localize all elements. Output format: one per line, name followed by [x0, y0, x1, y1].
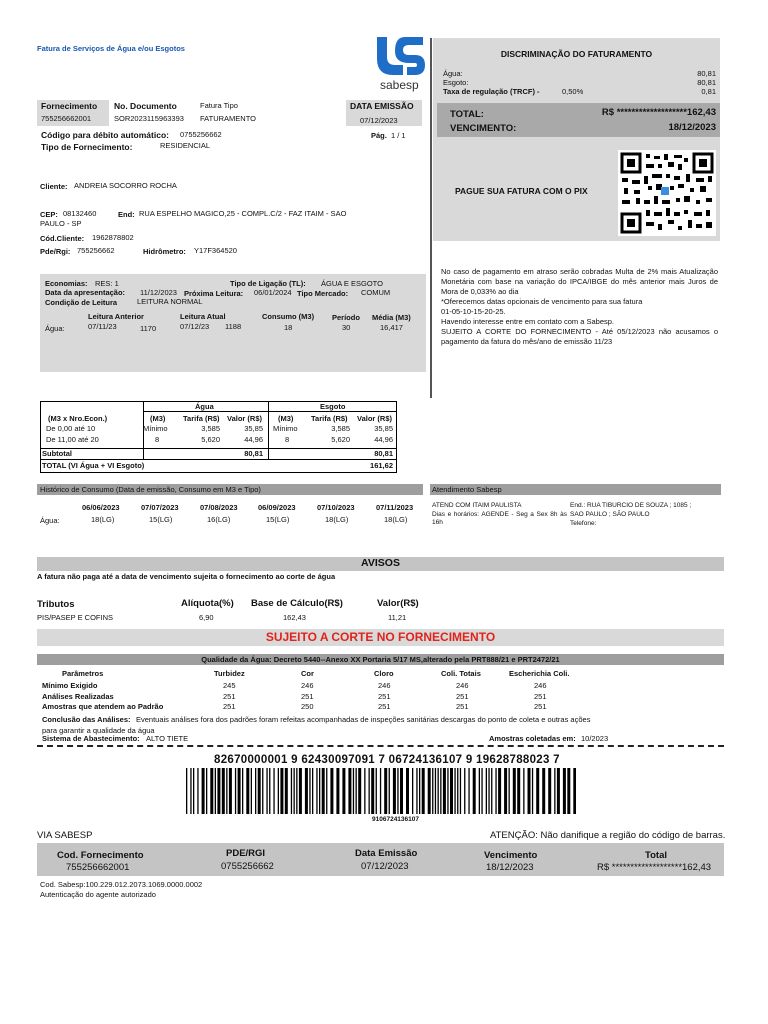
- cod-cliente-value: 1962878802: [92, 233, 134, 242]
- tariff-header-tarifa-agua: Tarifa (R$): [183, 414, 220, 423]
- barcode-icon: [186, 768, 576, 814]
- quality-row-2-label: Análises Realizadas: [42, 692, 114, 701]
- tariff-header-valor-esgoto: Valor (R$): [357, 414, 393, 423]
- quality-row-3-turbidez: 251: [223, 702, 236, 711]
- history-date-1: 06/06/2023: [82, 503, 120, 512]
- tariff-row-2-tarifa-agua: 5,620: [201, 435, 220, 444]
- atendimento-end-1: End.: RUA TIBURCIO DE SOUZA ; 1085 ;: [570, 502, 692, 509]
- tariff-row-1-m3-esgoto: Mínimo: [273, 424, 298, 433]
- pde-value: 755256662: [77, 246, 115, 255]
- tributos-header-valor: Valor(R$): [377, 598, 419, 609]
- atendimento-end-2: SAO PAULO ; SÃO PAULO: [570, 511, 650, 518]
- data-apresentacao-value: 11/12/2023: [140, 288, 177, 297]
- conclusao-text-2: para garantir a qualidade da água: [42, 726, 155, 735]
- documento-value: SOR2023115963393: [114, 114, 184, 123]
- quality-header-coli-totais: Coli. Totais: [441, 669, 481, 678]
- notice-line-2: *Oferecemos datas opcionais de vencimento para sua fatura: [441, 297, 643, 306]
- barcode-digits: 82670000001 9 62430097091 7 06724136107 9 19628788023 7: [214, 754, 560, 766]
- history-value-4: 15(LG): [266, 515, 290, 524]
- history-date-3: 07/08/2023: [200, 503, 238, 512]
- tributos-row-label: PIS/PASEP E COFINS: [37, 613, 113, 622]
- avisos-title: AVISOS: [361, 557, 400, 569]
- tariff-total-value: 161,62: [370, 461, 393, 470]
- tariff-total-label: TOTAL (VI Água + VI Esgoto): [42, 461, 145, 470]
- notice-text: [441, 267, 718, 347]
- tariff-header-range: (M3 x Nro.Econ.): [48, 414, 108, 423]
- conclusao-text: Eventuais análises fora dos padrões foram refeitas acompanhadas de inspeções sanitárias descargas do ponto de coleta e outras ações: [136, 715, 591, 724]
- billing-total-value: R$ *******************162,43: [601, 107, 716, 118]
- history-value-1: 18(LG): [91, 515, 115, 524]
- brand-name: sabesp: [380, 78, 419, 92]
- reading-consumo-value: 18: [284, 323, 293, 332]
- hidrometro-value: Y17F364520: [194, 246, 237, 255]
- tipo-mercado-label: Tipo Mercado:: [297, 289, 349, 298]
- quality-row-3-cor: 250: [301, 702, 314, 711]
- vertical-divider: [430, 38, 432, 398]
- atendimento-title: Atendimento Sabesp: [432, 485, 502, 494]
- footer-value-pde: 0755256662: [221, 861, 274, 872]
- tributos-row-base: 162,43: [283, 613, 306, 622]
- billing-vencimento-value: 18/12/2023: [668, 122, 716, 133]
- history-value-2: 15(LG): [149, 515, 173, 524]
- notice-line-1: No caso de pagamento em atraso serão cobradas Multa de 2% mais Atualização Monetária com base na variação do IPCA/IBGE do mês anterior mais Juros de Mora de 0,033% ao dia: [441, 267, 718, 296]
- tributos-row-aliquota: 6,90: [199, 613, 214, 622]
- footer-label-pde: PDE/RGI: [226, 848, 266, 859]
- atendimento-line-1: ATEND COM ITAIM PAULISTA: [432, 502, 522, 509]
- billing-agua-value: 80,81: [697, 69, 716, 78]
- notice-line-5: SUJEITO A CORTE DO FORNECIMENTO - Até 05/12/2023 não acusamos o pagamento da fatura do mês/ano de emissão 11/23: [441, 327, 718, 346]
- sistema-label: Sistema de Abastecimento:: [42, 734, 140, 743]
- reading-curr-date: 07/12/23: [180, 322, 210, 331]
- quality-row-1-cor: 246: [301, 681, 314, 690]
- data-emissao-label: DATA EMISSÃO: [350, 101, 414, 111]
- tipo-ligacao-value: ÁGUA E ESGOTO: [321, 279, 383, 288]
- tariff-subtotal-line: [40, 448, 397, 449]
- tariff-row-1-m3-agua: Mínimo: [143, 424, 168, 433]
- quality-row-1-turbidez: 245: [223, 681, 236, 690]
- quality-row-2-turbidez: 251: [223, 692, 236, 701]
- history-value-3: 16(LG): [207, 515, 231, 524]
- condicao-value: LEITURA NORMAL: [137, 297, 203, 306]
- reading-header-consumo: Consumo (M3): [262, 312, 315, 321]
- tipo-fornecimento-value: RESIDENCIAL: [160, 141, 211, 150]
- history-date-2: 07/07/2023: [141, 503, 179, 512]
- history-date-6: 07/11/2023: [376, 503, 414, 512]
- billing-vencimento-label: VENCIMENTO:: [450, 123, 517, 134]
- quality-header-turbidez: Turbidez: [214, 669, 245, 678]
- tariff-row-1-range: De 0,00 até 10: [46, 424, 96, 433]
- quality-row-1-label: Mínimo Exigido: [42, 681, 98, 690]
- quality-row-3-escherichia: 251: [534, 702, 547, 711]
- billing-taxa-pct: 0,50%: [562, 87, 584, 96]
- footer-value-emissao: 07/12/2023: [361, 861, 409, 872]
- billing-total-label: TOTAL:: [450, 109, 484, 120]
- quality-row-1-escherichia: 246: [534, 681, 547, 690]
- reading-periodo-value: 30: [342, 323, 351, 332]
- reading-header-media: Média (M3): [372, 313, 411, 322]
- pde-label: Pde/Rgi:: [40, 247, 71, 256]
- history-value-5: 18(LG): [325, 515, 349, 524]
- cliente-value: ANDREIA SOCORRO ROCHA: [74, 181, 177, 190]
- tariff-header-m3-esgoto: (M3): [278, 414, 294, 423]
- footer-label-emissao: Data Emissão: [355, 848, 418, 859]
- cut-line: [37, 745, 724, 747]
- documento-label: No. Documento: [114, 101, 177, 111]
- atencao-text: ATENÇÃO: Não danifique a região do código de barras.: [490, 830, 726, 841]
- avisos-text: A fatura não paga até a data de vencimento sujeita o fornecimento ao corte de água: [37, 572, 336, 581]
- quality-row-2-cloro: 251: [378, 692, 391, 701]
- reading-media-value: 16,417: [380, 323, 403, 332]
- fornecimento-label: Fornecimento: [41, 101, 98, 111]
- history-date-5: 07/10/2023: [317, 503, 355, 512]
- billing-agua-label: Água:: [443, 69, 463, 78]
- tariff-header-m3-agua: (M3): [150, 414, 166, 423]
- tipo-mercado-value: COMUM: [361, 288, 391, 297]
- notice-line-4: Havendo interesse entre em contato com a Sabesp.: [441, 317, 615, 326]
- tariff-subtotal-agua: 80,81: [244, 449, 263, 458]
- cliente-label: Cliente:: [40, 182, 68, 191]
- history-date-4: 06/09/2023: [258, 503, 296, 512]
- quality-row-3-label: Amostras que atendem ao Padrão: [42, 702, 164, 711]
- reading-row-label: Água:: [45, 324, 65, 333]
- quality-row-1-cloro: 246: [378, 681, 391, 690]
- economias-label: Economias:: [45, 279, 88, 288]
- tariff-agua-title: Água: [195, 402, 214, 411]
- notice-line-3: 01-05-10-15-20-25.: [441, 307, 506, 316]
- tariff-row-2-valor-esgoto: 44,96: [374, 435, 393, 444]
- tributos-header-aliquota: Alíquota(%): [181, 598, 234, 609]
- atendimento-dias: Dias e horários: AGENDE - Seg a Sex 8h às 16h: [432, 511, 567, 526]
- pix-qr-code-icon[interactable]: [618, 150, 716, 236]
- tariff-total-line: [40, 459, 397, 460]
- quality-row-2-escherichia: 251: [534, 692, 547, 701]
- billing-taxa-value: 0,81: [701, 87, 716, 96]
- reading-prev-date: 07/11/23: [88, 322, 117, 331]
- barcode-number: 9106724136107: [372, 816, 419, 823]
- tariff-esgoto-title: Esgoto: [320, 402, 346, 411]
- tariff-subtotal-esgoto: 80,81: [374, 449, 393, 458]
- quality-title: Qualidade da Água: Decreto 5440--Anexo XX Portaria 5/17 MS,alterado pela PRT888/21 e PRT2472/21: [201, 655, 560, 664]
- tariff-row-1-tarifa-esgoto: 3,585: [331, 424, 350, 433]
- sabesp-logo-icon: [375, 35, 427, 77]
- cep-label: CEP:: [40, 210, 58, 219]
- economias-value: RES: 1: [95, 279, 119, 288]
- fornecimento-value: 755256662001: [41, 114, 92, 123]
- tariff-col-divider-2: [268, 401, 269, 459]
- end-label: End:: [118, 210, 135, 219]
- tariff-row-2-m3-esgoto: 8: [285, 435, 290, 444]
- hidrometro-label: Hidrômetro:: [143, 247, 186, 256]
- quality-header-parametros: Parâmetros: [62, 669, 104, 678]
- service-title: Fatura de Serviços de Água e/ou Esgotos: [37, 44, 185, 53]
- via-sabesp: VIA SABESP: [37, 830, 93, 841]
- fatura-tipo-value: FATURAMENTO: [200, 114, 256, 123]
- footer-label-fornecimento: Cod. Fornecimento: [57, 850, 144, 861]
- sistema-value: ALTO TIETE: [146, 734, 189, 743]
- cod-sabesp: Cod. Sabesp:100.229.012.2073.1069.0000.0002: [40, 880, 203, 889]
- quality-row-3-cloro: 251: [378, 702, 391, 711]
- billing-esgoto-label: Esgoto:: [443, 78, 469, 87]
- proxima-label: Próxima Leitura:: [184, 289, 244, 298]
- autenticacao: Autenticação do agente autorizado: [40, 890, 156, 899]
- pag-value: 1 / 1: [391, 131, 406, 140]
- tipo-fornecimento-label: Tipo de Fornecimento:: [41, 142, 133, 152]
- reading-header-atual: Leitura Atual: [180, 312, 226, 321]
- data-apresentacao-label: Data da apresentação:: [45, 288, 126, 297]
- footer-value-vencimento: 18/12/2023: [486, 862, 534, 873]
- tariff-row-2-tarifa-esgoto: 5,620: [331, 435, 350, 444]
- pag-label: Pág.: [371, 131, 387, 140]
- footer-value-total: R$ *******************162,43: [597, 862, 712, 873]
- tariff-row-2-m3-agua: 8: [155, 435, 160, 444]
- cep-value: 08132460: [63, 209, 97, 218]
- data-emissao-value: 07/12/2023: [360, 116, 398, 125]
- billing-title: DISCRIMINAÇÃO DO FATURAMENTO: [500, 49, 653, 59]
- quality-header-escherichia: Escherichia Coli.: [509, 669, 570, 678]
- tariff-row-2-valor-agua: 44,96: [244, 435, 263, 444]
- corte-title: SUJEITO A CORTE NO FORNECIMENTO: [265, 630, 496, 644]
- amostras-value: 10/2023: [581, 734, 609, 743]
- history-value-6: 18(LG): [384, 515, 408, 524]
- quality-row-3-coli: 251: [456, 702, 469, 711]
- reading-prev-value: 1170: [140, 324, 157, 333]
- tributos-row-valor: 11,21: [388, 613, 407, 622]
- tributos-header-label: Tributos: [37, 599, 75, 610]
- quality-row-2-coli: 251: [456, 692, 469, 701]
- reading-header-periodo: Período: [332, 313, 360, 322]
- reading-curr-value: 1188: [225, 322, 242, 331]
- footer-label-vencimento: Vencimento: [484, 850, 538, 861]
- billing-taxa-label: Taxa de regulação (TRCF) -: [443, 87, 540, 96]
- tariff-row-2-range: De 11,00 até 20: [46, 435, 99, 444]
- quality-row-2-cor: 251: [301, 692, 314, 701]
- quality-header-cloro: Cloro: [374, 669, 394, 678]
- pix-label: PAGUE SUA FATURA COM O PIX: [455, 186, 588, 196]
- debito-value: 0755256662: [180, 130, 222, 139]
- tariff-row-1-tarifa-agua: 3,585: [201, 424, 220, 433]
- reading-header-anterior: Leitura Anterior: [88, 312, 144, 321]
- quality-row-1-coli: 246: [456, 681, 469, 690]
- tariff-subtotal-label: Subtotal: [42, 449, 72, 458]
- tariff-row-1-valor-agua: 35,85: [244, 424, 263, 433]
- history-title: Histórico de Consumo (Data de emissão, Consumo em M3 e Tipo): [40, 485, 261, 494]
- tariff-header-valor-agua: Valor (R$): [227, 414, 263, 423]
- footer-value-fornecimento: 755256662001: [66, 862, 130, 873]
- end-value-2: PAULO - SP: [40, 219, 82, 228]
- end-value-1: RUA ESPELHO MAGICO,25 - COMPL.C/2 - FAZ ITAIM - SAO: [139, 209, 347, 218]
- tariff-header-tarifa-esgoto: Tarifa (R$): [311, 414, 348, 423]
- fatura-tipo-label: Fatura Tipo: [200, 101, 238, 110]
- atendimento-telefone: Telefone:: [570, 520, 597, 527]
- condicao-label: Condição de Leitura: [45, 298, 118, 307]
- billing-esgoto-value: 80,81: [697, 78, 716, 87]
- tariff-header-line: [143, 411, 397, 412]
- proxima-value: 06/01/2024: [254, 288, 292, 297]
- tariff-row-1-valor-esgoto: 35,85: [374, 424, 393, 433]
- footer-label-total: Total: [645, 850, 667, 861]
- tipo-ligacao-label: Tipo de Ligação (TL):: [230, 279, 306, 288]
- tributos-header-base: Base de Cálculo(R$): [251, 598, 343, 609]
- debito-label: Código para débito automático:: [41, 130, 169, 140]
- cod-cliente-label: Cód.Cliente:: [40, 234, 85, 243]
- conclusao-label: Conclusão das Análises:: [42, 715, 131, 724]
- amostras-label: Amostras coletadas em:: [489, 734, 576, 743]
- history-row-label: Água:: [40, 516, 60, 525]
- quality-header-cor: Cor: [301, 669, 314, 678]
